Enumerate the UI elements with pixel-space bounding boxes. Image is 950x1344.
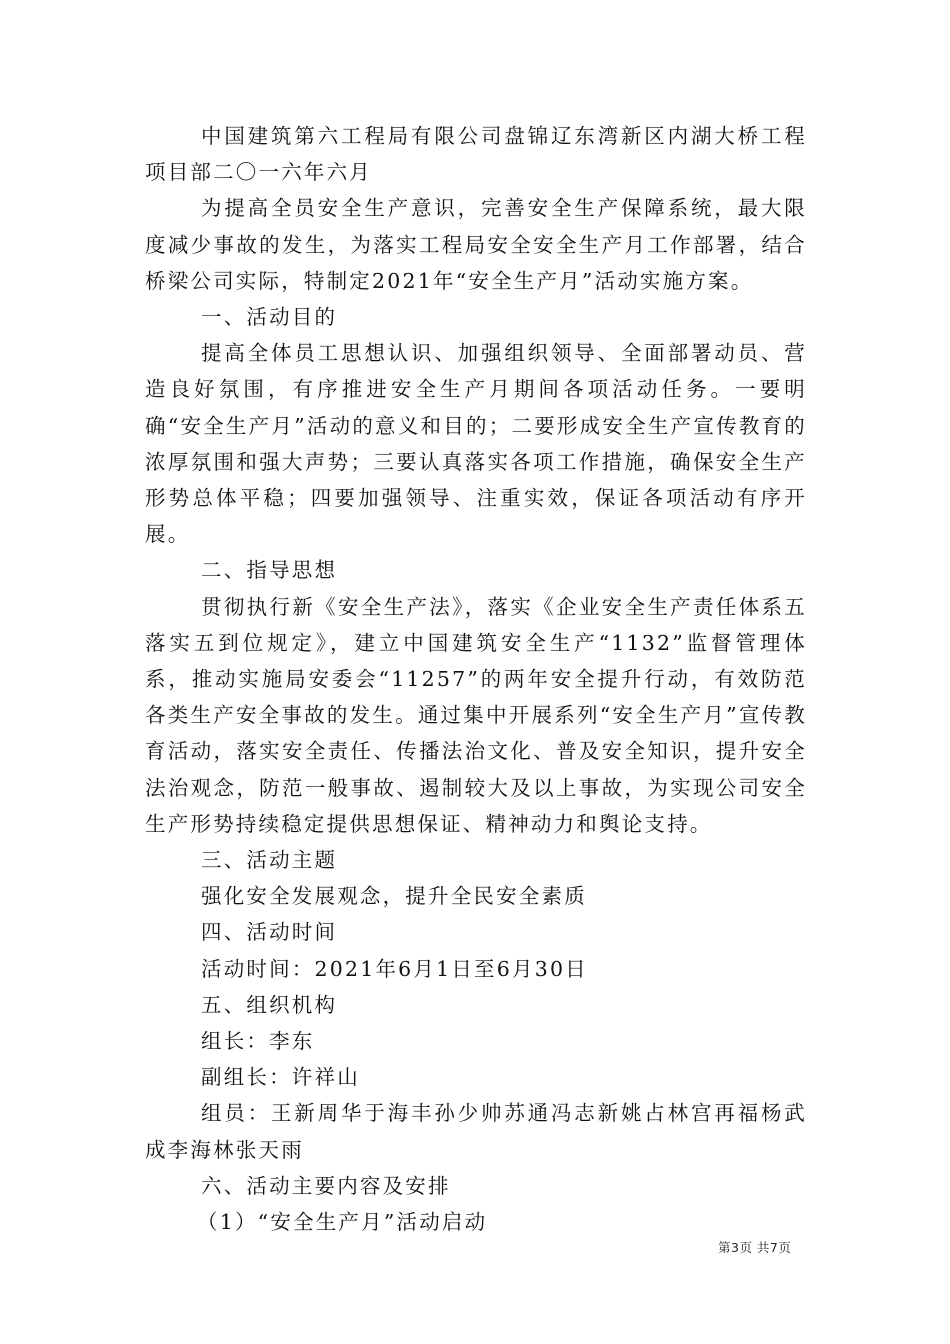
guiding-ideology-paragraph: 贯彻执行新《安全生产法》，落实《企业安全生产责任体系五落实五到位规定》，建立中国建筑安全生产“1132”监督管理体系，推动实施局安委会“11257”的两年安全提升行动，有效防范各类生产安全事故的发生。通过集中开展系列“安全生产月”宣传教育活动，落实安全责任、传播法治文化、普及安全知识，提升安全法治观念，防范一般事故、遏制较大及以上事故，为实现公司安全生产形势持续稳定提供思想保证、精神动力和舆论支持。 (145, 594, 807, 836)
team-leader: 组长：李东 (201, 1029, 315, 1054)
section-heading-guiding-ideology: 二、指导思想 (201, 558, 338, 583)
subsection-launch: （1）“安全生产月”活动启动 (197, 1210, 488, 1235)
section-heading-content-arrangement: 六、活动主要内容及安排 (201, 1173, 451, 1198)
project-department-date: 中国建筑第六工程局有限公司盘锦辽东湾新区内湖大桥工程项目部二〇一六年六月 (145, 124, 807, 185)
activity-time-text: 活动时间：2021年6月1日至6月30日 (201, 956, 588, 981)
section-heading-objective: 一、活动目的 (201, 305, 338, 330)
theme-text: 强化安全发展观念，提升全民安全素质 (201, 884, 587, 909)
objective-paragraph: 提高全体员工思想认识、加强组织领导、全面部署动员、营造良好氛围，有序推进安全生产月期间各项活动任务。一要明确“安全生产月”活动的意义和目的；二要形成安全生产宣传教育的浓厚氛围和强大声势；三要认真落实各项工作措施，确保安全生产形势总体平稳；四要加强领导、注重实效，保证各项活动有序开展。 (145, 341, 807, 547)
section-heading-theme: 三、活动主题 (201, 848, 338, 873)
document-page (145, 118, 807, 1240)
deputy-team-leader: 副组长：许祥山 (201, 1065, 360, 1090)
team-members: 组员：王新周华于海丰孙少帅苏通冯志新姚占林宫再福杨武成李海林张天雨 (145, 1101, 807, 1162)
page-indicator: 第3页 共7页 (718, 1240, 792, 1255)
intro-paragraph: 为提高全员安全生产意识，完善安全生产保障系统，最大限度减少事故的发生，为落实工程局安全安全生产月工作部署，结合桥梁公司实际，特制定2021年“安全生产月”活动实施方案。 (145, 196, 807, 293)
section-heading-time: 四、活动时间 (201, 920, 338, 945)
section-heading-organization: 五、组织机构 (201, 992, 338, 1017)
